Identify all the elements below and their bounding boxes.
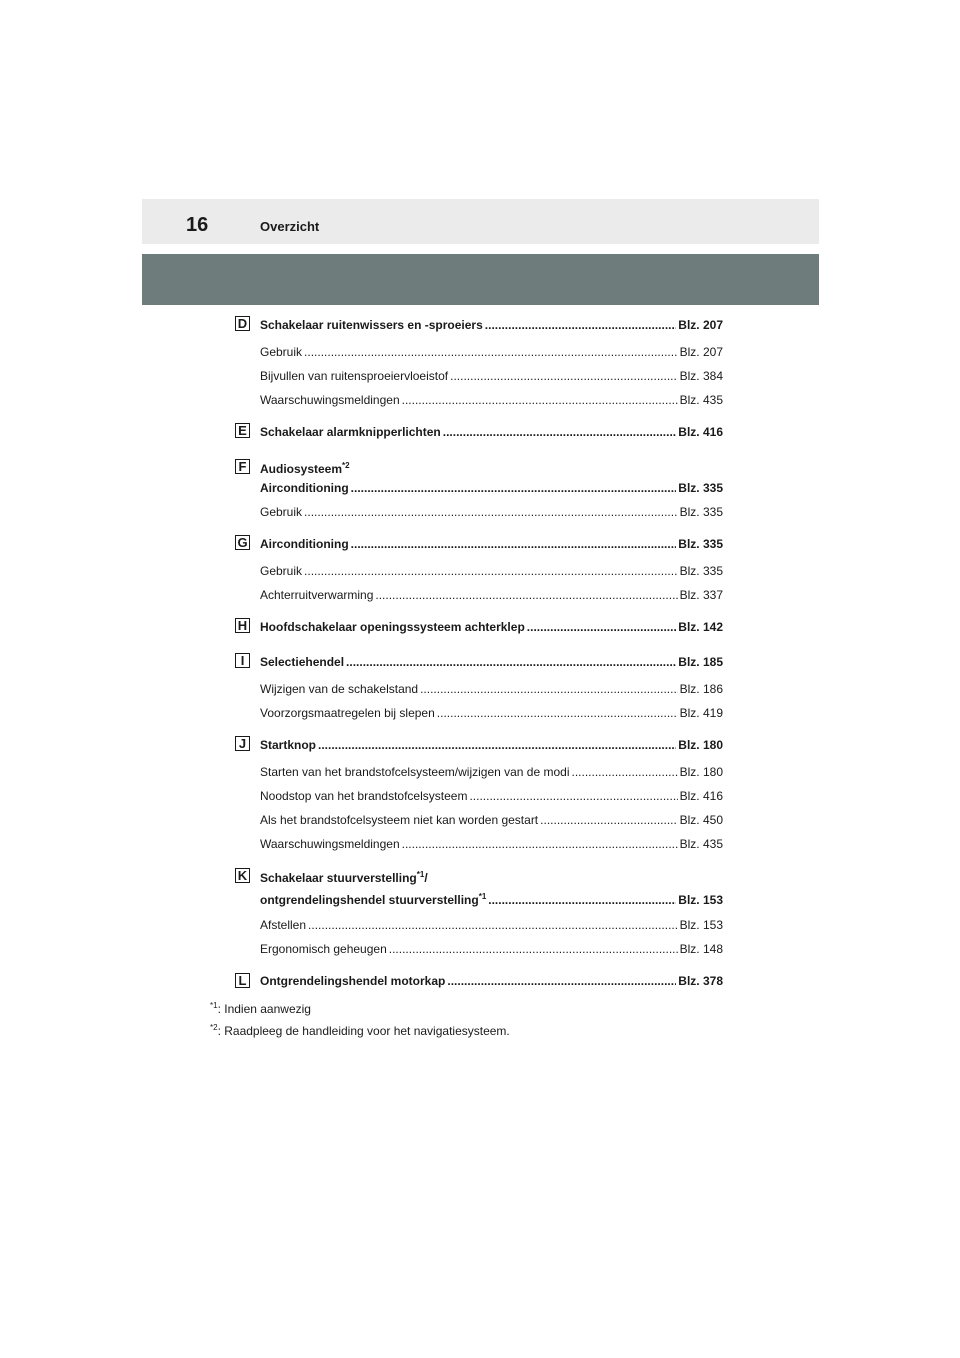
toc-subentry[interactable]: Achterruitverwarming ..... Blz. 337 — [260, 588, 723, 606]
toc-entry-steering-lever[interactable]: ontgrendelingshendel stuurverstelling$^{*1}$ ..... Blz. 153 — [260, 892, 723, 910]
toc-subentry[interactable]: Bijvullen van ruitensproeiervloeistof ..... Blz. 384 — [260, 369, 723, 387]
letter-marker-k: K — [235, 868, 250, 883]
letter-marker-l: L — [235, 973, 250, 988]
footnote-2: $^{*2}$: Raadpleeg de handleiding voor het navigatiesysteem. — [210, 1023, 510, 1038]
toc-subentry[interactable]: Als het brandstofcelsysteem niet kan worden gestart ..... Blz. 450 — [260, 813, 723, 831]
letter-marker-g: G — [235, 535, 250, 550]
entry-text: Schakelaar ruitenwissers en -sproeiers — [260, 318, 483, 332]
toc-entry-hood-lever[interactable]: Ontgrendelingshendel motorkap ..... Blz. 378 — [260, 974, 723, 992]
toc-subentry[interactable]: Afstellen ..... Blz. 153 — [260, 918, 723, 936]
letter-marker-j: J — [235, 736, 250, 751]
page-number: 16 — [186, 214, 209, 236]
toc-entry-wipers[interactable] — [260, 318, 723, 336]
toc-entry-aircon-g[interactable]: Airconditioning ..... Blz. 335 — [260, 537, 723, 555]
toc-subentry[interactable]: Starten van het brandstofcelsysteem/wijzigen van de modi ..... Blz. 180 — [260, 765, 723, 783]
letter-marker-h: H — [235, 618, 250, 633]
toc-subentry[interactable]: Waarschuwingsmeldingen ..... Blz. 435 — [260, 837, 723, 855]
toc-subentry[interactable]: Ergonomisch geheugen ..... Blz. 148 — [260, 942, 723, 960]
letter-marker-e: E — [235, 423, 250, 438]
toc-entry-shift-lever[interactable]: Selectiehendel ..... Blz. 185 — [260, 655, 723, 673]
footnote-1: $^{*1}$: Indien aanwezig — [210, 1001, 311, 1016]
entry-page: Blz. 207 — [678, 318, 723, 332]
toc-subentry[interactable]: Waarschuwingsmeldingen ..... Blz. 435 — [260, 393, 723, 411]
letter-marker-f: F — [235, 459, 250, 474]
toc-subentry[interactable]: Wijzigen van de schakelstand ..... Blz. 186 — [260, 682, 723, 700]
toc-entry-tailgate[interactable]: Hoofdschakelaar openingssysteem achterklep ..... Blz. 142 — [260, 620, 723, 638]
letter-marker-i: I — [235, 653, 250, 668]
toc-entry-audio[interactable]: Audiosysteem$^{*2}$ — [260, 461, 350, 476]
toc-entry-aircon-f[interactable]: Airconditioning ..... Blz. 335 — [260, 481, 723, 499]
section-title: Overzicht — [260, 219, 320, 234]
toc-subentry[interactable]: Gebruik ..... Blz. 207 — [260, 345, 723, 363]
toc-entry-steering-switch[interactable]: Schakelaar stuurverstelling$^{*1}$/ — [260, 870, 428, 885]
toc-subentry[interactable]: Gebruik ..... Blz. 335 — [260, 505, 723, 523]
toc-subentry[interactable]: Gebruik ..... Blz. 335 — [260, 564, 723, 582]
letter-marker-d: D — [235, 316, 250, 331]
toc-entry-start-button[interactable]: Startknop ..... Blz. 180 — [260, 738, 723, 756]
toc-subentry[interactable]: Voorzorgsmaatregelen bij slepen ..... Blz. 419 — [260, 706, 723, 724]
toc-subentry[interactable]: Noodstop van het brandstofcelsysteem ..... Blz. 416 — [260, 789, 723, 807]
toc-entry-hazard[interactable]: Schakelaar alarmknipperlichten ..... Blz. 416 — [260, 425, 723, 443]
